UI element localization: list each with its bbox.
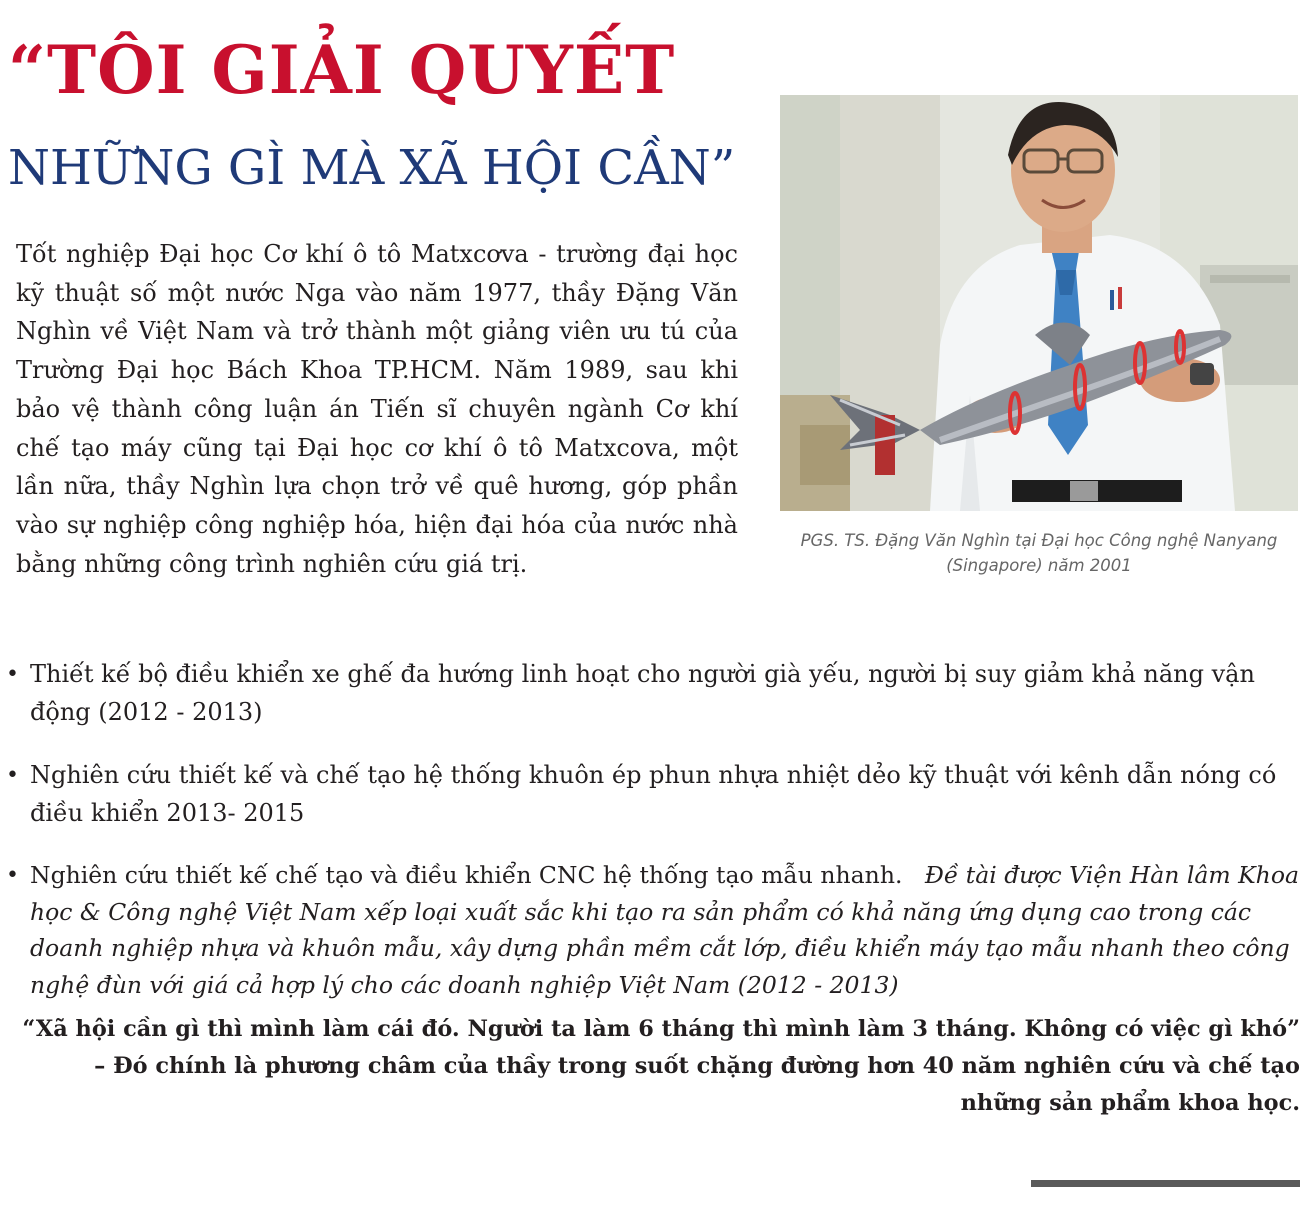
photo-caption — [780, 528, 1298, 578]
list-item — [0, 757, 1313, 832]
footer-divider — [1031, 1180, 1300, 1187]
bullet-icon: • — [6, 763, 19, 788]
headline-line-2: NHỮNG GÌ MÀ XÃ HỘI CẦN” — [8, 140, 736, 196]
list-item-text: Nghiên cứu thiết kế và chế tạo hệ thống khuôn ép phun nhựa nhiệt dẻo kỹ thuật với kênh dẫn nóng có điều khiển 2013- 2015 — [30, 761, 1277, 827]
bullet-icon: • — [6, 662, 19, 687]
list-item — [0, 857, 1313, 1004]
headline-line-1: “TÔI GIẢI QUYẾT — [8, 31, 676, 109]
closing-quote: “Xã hội cần gì thì mình làm cái đó. Người ta làm 6 tháng thì mình làm 3 tháng. Không có việc gì khó” – Đó chính là phương châm của thầy trong suốt chặng đường hơn 40 năm nghiên cứu và chế tạo những sản phẩm khoa học. — [22, 1016, 1300, 1116]
list-item-text — [0, 857, 1313, 1004]
list-item-italic-text: Đề tài được Viện Hàn lâm Khoa học & Công nghệ Việt Nam xếp loại xuất sắc khi tạo ra sản phẩm có khả năng ứng dụng cao trong các doanh nghiệp nhựa và khuôn mẫu, xây dựng phần mềm cắt lớp, điều khiển máy tạo mẫu nhanh theo công nghệ đùn với giá cả hợp lý cho các doanh nghiệp Việt Nam (2012 - 2013) — [30, 861, 1299, 1000]
list-item — [0, 656, 1313, 731]
caption-line-2: (Singapore) năm 2001 — [946, 556, 1132, 575]
portrait-photo — [780, 95, 1298, 511]
bullet-icon: • — [6, 863, 19, 888]
list-item-plain-text: Nghiên cứu thiết kế chế tạo và điều khiển CNC hệ thống tạo mẫu nhanh. — [30, 861, 903, 889]
intro-paragraph: Tốt nghiệp Đại học Cơ khí ô tô Matxcơva - trường đại học kỹ thuật số một nước Nga vào năm 1977, thầy Đặng Văn Nghìn về Việt Nam và trở thành một giảng viên ưu tú của Trường Đại học Bách Khoa TP.HCM. Năm 1989, sau khi bảo vệ thành công luận án Tiến sĩ chuyên ngành Cơ khí chế tạo máy cũng tại Đại học cơ khí ô tô Matxcova, một lần nữa, thầy Nghìn lựa chọn trở về quê hương, góp phần vào sự nghiệp công nghiệp hóa, hiện đại hóa của nước nhà bằng những công trình nghiên cứu giá trị. — [16, 240, 738, 578]
list-item-text: Thiết kế bộ điều khiển xe ghế đa hướng linh hoạt cho người già yếu, người bị suy giảm khả năng vận động (2012 - 2013) — [30, 660, 1255, 726]
caption-line-1: PGS. TS. Đặng Văn Nghìn tại Đại học Công nghệ Nanyang — [800, 531, 1278, 550]
